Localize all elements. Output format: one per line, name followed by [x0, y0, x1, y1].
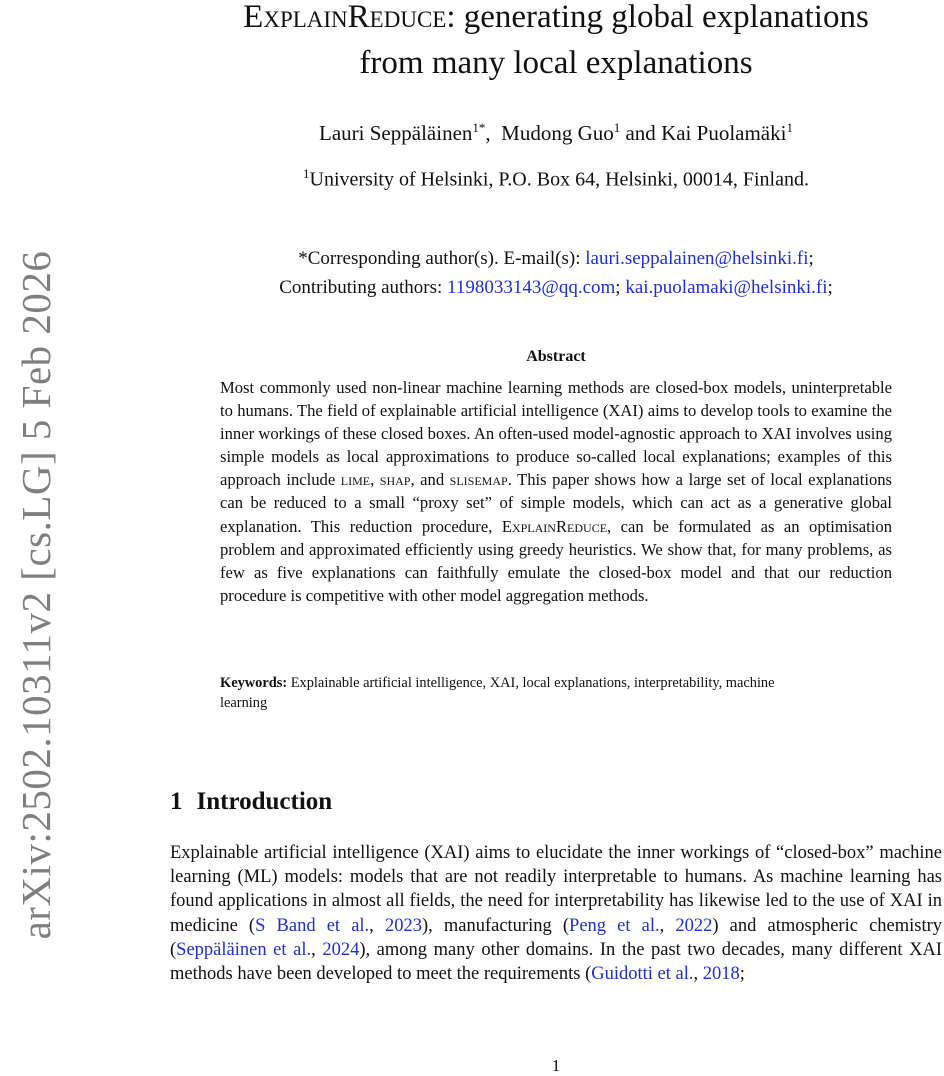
contributing-label: Contributing authors:: [279, 277, 448, 298]
intro-text: Explainable artificial intelligence (XAI) aims to elucidate the inner workings of “closed-box” machine learning (ML) models: models that are not readily interpretable to humans. As machine learning has found applications in almost all fields, the need for interpretability has likewise led to the use of XAI in medicine (: [170, 843, 942, 936]
intro-text: ), manufacturing (: [421, 915, 570, 936]
keywords-text: Explainable artificial intelligence, XAI, local explanations, interpretability, machine learning: [220, 675, 775, 711]
citation-link[interactable]: S Band et al.: [255, 915, 370, 936]
abstract-part: Most commonly used non-linear machine learning methods are closed-box models, uninterpretable to humans. The field of explainable artificial intelligence (XAI) aims to develop tools to examine the inner workings of these closed boxes. An often-used model-agnostic approach to XAI involves using simple models as local approximations to produce so-called local explanations; examples of this approach include: [220, 378, 892, 490]
page-number: 1: [551, 1056, 561, 1075]
paper-title: [170, 0, 942, 86]
keywords-label: Keywords:: [220, 675, 288, 691]
intro-text: ,: [369, 915, 385, 936]
citation-year-link[interactable]: 2022: [675, 915, 713, 936]
abstract-text: [220, 376, 892, 607]
intro-text: ,: [693, 964, 703, 985]
title-line2: from many local explanations: [359, 45, 753, 81]
citation-year-link[interactable]: 2023: [384, 915, 422, 936]
citation-link[interactable]: Seppäläinen et al.: [176, 939, 312, 960]
contact-separator: ;: [808, 248, 814, 269]
author-separator: and: [620, 121, 662, 145]
method-lime: lime: [340, 470, 371, 490]
section-heading: [170, 788, 332, 816]
method-shap: shap: [379, 470, 411, 490]
intro-text: ,: [659, 915, 676, 936]
affiliation: [170, 166, 942, 192]
title-line1-rest: : generating global explanations: [446, 0, 869, 35]
intro-text: ) and atmospheric chemistry (: [170, 915, 943, 960]
author-separator: ,: [485, 121, 502, 145]
citation-link[interactable]: Guidotti et al.: [591, 964, 694, 985]
method-explainreduce: ExplainReduce: [501, 516, 608, 536]
abstract-part: , can be formulated as an optimisation problem and approximated efficiently using greedy heuristics. We show that, for many problems, as few as five explanations can faithfully emulate the closed-box model and that our reduction procedure is competitive with other model aggregation methods.: [220, 516, 892, 605]
abstract-part: ,: [370, 470, 380, 490]
author-name: Lauri Seppäläinen: [319, 121, 473, 145]
abstract-part: , and: [410, 470, 450, 490]
contributing-email-link-2[interactable]: kai.puolamaki@helsinki.fi: [625, 277, 828, 298]
keywords: [220, 673, 820, 713]
abstract-heading: Abstract: [526, 348, 586, 365]
introduction-paragraph: [170, 841, 942, 986]
section-number: 1: [170, 788, 183, 815]
author-list: [170, 120, 942, 146]
author-name: Kai Puolamäki: [661, 121, 787, 145]
affiliation-marker: 1: [303, 166, 310, 181]
contact-separator: ;: [827, 277, 833, 298]
citation-year-link[interactable]: 2018: [702, 964, 740, 985]
intro-text: ,: [311, 939, 323, 960]
citation-link[interactable]: Peng et al.: [569, 915, 660, 936]
contributing-email-link-1[interactable]: 1198033143@qq.com: [447, 277, 616, 298]
abstract-part: . This paper shows how a large set of local explanations can be reduced to a small “proxy set” of simple models, which can act as a generative global explanation. This reduction procedure,: [220, 470, 893, 536]
title-method-name: ExplainReduce: [243, 0, 447, 35]
author-affil-marker: 1: [613, 120, 621, 135]
contact-info: [170, 244, 942, 302]
citation-year-link[interactable]: 2024: [322, 939, 360, 960]
intro-text: ), among many other domains. In the past two decades, many different XAI methods have been developed to meet the requirements (: [170, 939, 942, 985]
corresponding-email-link[interactable]: lauri.seppalainen@helsinki.fi: [585, 248, 809, 269]
method-slisemap: slisemap: [449, 470, 508, 490]
corresponding-label: *Corresponding author(s). E-mail(s):: [298, 248, 586, 269]
author-name: Mudong Guo: [501, 121, 614, 145]
author-affil-marker: 1: [786, 120, 793, 135]
contact-separator: ;: [615, 277, 621, 298]
section-title: Introduction: [196, 788, 333, 815]
arxiv-identifier-stamp: arXiv:2502.10311v2 [cs.LG] 5 Feb 2026: [13, 250, 59, 940]
intro-text: ;: [739, 964, 745, 985]
affiliation-text: University of Helsinki, P.O. Box 64, Helsinki, 00014, Finland.: [309, 168, 809, 191]
author-affil-marker: 1*: [472, 120, 486, 135]
